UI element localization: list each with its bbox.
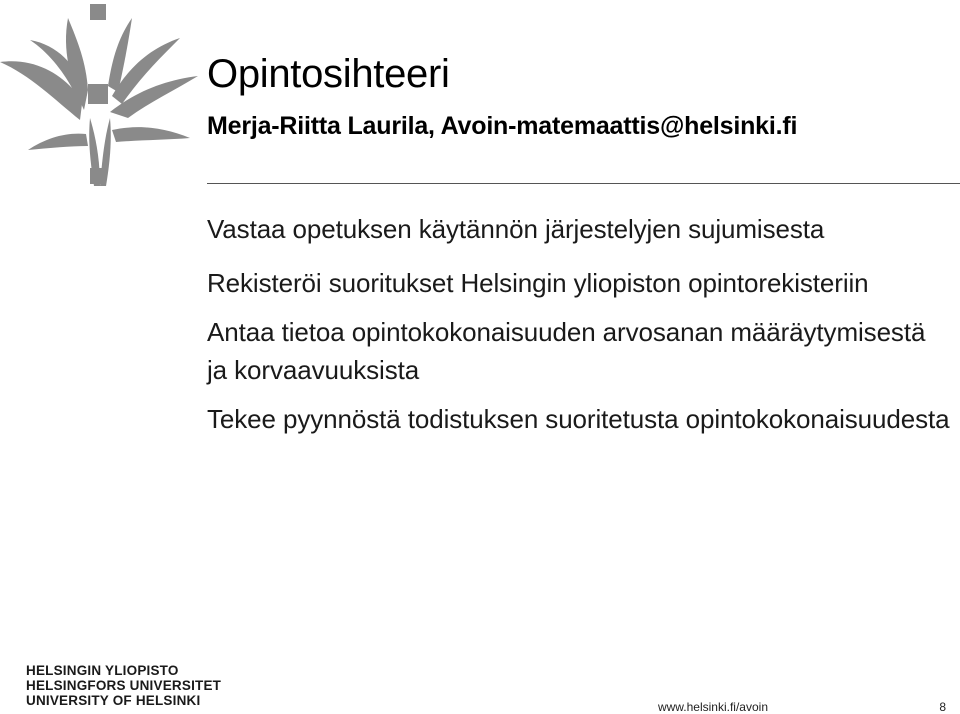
- slide-subtitle-contact: Merja-Riitta Laurila, Avoin-matemaattis@helsinki.fi: [207, 112, 798, 140]
- bullet-item: Tekee pyynnöstä todistuksen suoritetusta opintokokonaisuudesta: [207, 404, 950, 434]
- bullet-item: Vastaa opetuksen käytännön järjestelyjen sujumisesta: [207, 214, 825, 244]
- university-flame-logo-icon: [0, 0, 200, 190]
- bullet-item: Rekisteröi suoritukset Helsingin yliopiston opintorekisteriin: [207, 268, 869, 298]
- bullet-list: [207, 210, 952, 449]
- slide-title: Opintosihteeri: [207, 52, 450, 96]
- university-name-en: UNIVERSITY OF HELSINKI: [26, 693, 201, 708]
- page-number: 8: [939, 700, 946, 714]
- university-wordmark: [26, 663, 221, 708]
- university-name-fi: HELSINGIN YLIOPISTO: [26, 663, 179, 678]
- university-name-sv: HELSINGFORS UNIVERSITET: [26, 678, 222, 693]
- title-divider: [207, 183, 960, 184]
- footer-url-link[interactable]: www.helsinki.fi/avoin: [657, 700, 768, 714]
- bullet-item: Antaa tietoa opintokokonaisuuden arvosanan määräytymisestä ja korvaavuuksista: [207, 317, 926, 385]
